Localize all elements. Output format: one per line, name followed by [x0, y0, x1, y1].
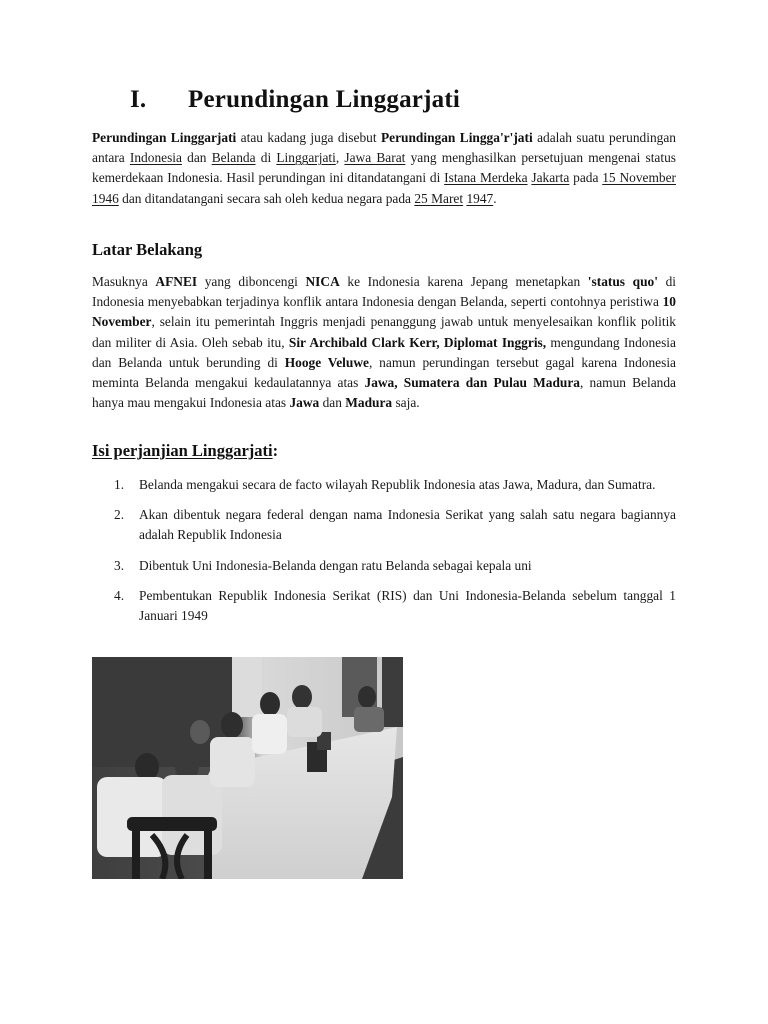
heading-text: Isi perjanjian Linggarjati — [92, 441, 273, 460]
bold-term: Madura — [345, 395, 393, 411]
bold-term: Hooge Veluwe — [284, 354, 369, 370]
title-text: Perundingan Linggarjati — [188, 86, 460, 113]
heading-isi-perjanjian — [92, 441, 278, 461]
text: , — [335, 150, 345, 166]
bold-term: Perundingan Lingga'r'jati — [380, 130, 533, 145]
bold-term: NICA — [305, 274, 340, 289]
text: pada — [569, 170, 603, 186]
link-istana-merdeka[interactable]: Istana Merdeka — [444, 170, 528, 186]
agreement-contents-list — [92, 475, 676, 636]
list-item-text: Pembentukan Republik Indonesia Serikat (RIS) dan Uni Indonesia-Belanda sebelum tanggal 1 Januari 1949 — [139, 587, 676, 624]
bold-term: 10 November — [92, 294, 676, 330]
text: di — [255, 150, 277, 166]
link-1946[interactable]: 1946 — [92, 190, 119, 206]
text: dan — [181, 150, 212, 166]
list-item-number: 2. — [114, 507, 125, 523]
photo-illustration — [92, 657, 403, 879]
bold-term: AFNEI — [155, 274, 198, 289]
bold-term: Jawa, Sumatera dan Pulau Madura — [364, 375, 580, 391]
link-linggarjati[interactable]: Linggarjati — [276, 150, 336, 166]
text: Masuknya — [92, 274, 156, 289]
link-belanda[interactable]: Belanda — [211, 150, 256, 166]
heading-latar-belakang: Latar Belakang — [92, 240, 203, 259]
link-1947[interactable]: 1947 — [466, 190, 494, 206]
title-number: I. — [130, 86, 147, 113]
link-25-maret[interactable]: 25 Maret — [414, 190, 464, 206]
heading-colon: : — [272, 441, 279, 460]
text: , namun perundingan tersebut gagal karena Indonesia meminta Belanda mengakui kedaulatannya atas — [92, 354, 676, 391]
text: ke Indonesia karena Jepang menetapkan — [339, 274, 588, 289]
text: adalah suatu perundingan antara — [92, 130, 676, 166]
text: saja. — [392, 395, 420, 411]
bold-term: 'status quo' — [587, 274, 658, 289]
text: yang diboncengi — [197, 274, 306, 289]
list-item-number: 3. — [114, 557, 125, 573]
text: mengundang Indonesia dan Belanda untuk berunding di — [92, 334, 676, 370]
list-item-text: Dibentuk Uni Indonesia-Belanda dengan ratu Belanda sebagai kepala uni — [139, 557, 532, 573]
link-jawa-barat[interactable]: Jawa Barat — [344, 150, 406, 166]
text: dan — [319, 395, 346, 411]
link-indonesia[interactable]: Indonesia — [129, 150, 182, 166]
list-item — [92, 586, 676, 626]
text: , selain itu pemerintah Inggris menjadi penanggung jawab untuk menyelesaikan konflik politik dan militer di Asia. Oleh sebab itu, — [92, 314, 676, 350]
text: dan ditandatangani secara sah oleh kedua negara pada — [118, 190, 415, 206]
bold-term: Sir Archibald Clark Kerr, Diplomat Inggris, — [288, 334, 547, 350]
intro-paragraph — [92, 128, 676, 209]
document-title — [130, 86, 460, 114]
link-jakarta[interactable]: Jakarta — [531, 170, 570, 186]
list-item — [92, 475, 676, 495]
text: atau kadang juga disebut — [236, 130, 381, 145]
list-item-text: Akan dibentuk negara federal dengan nama Indonesia Serikat yang salah satu negara bagiannya adalah Republik Indonesia — [139, 507, 676, 543]
bold-term: Perundingan Linggarjati — [92, 130, 237, 145]
text: yang menghasilkan persetujuan mengenai status kemerdekaan Indonesia. Hasil perundingan ini ditandatangani di — [92, 150, 676, 186]
bold-term: Jawa — [289, 395, 320, 411]
text: di Indonesia menyebabkan terjadinya konflik antara Indonesia dengan Belanda, seperti contohnya peristiwa — [92, 274, 676, 310]
text: . — [493, 190, 497, 206]
list-item-number: 4. — [114, 587, 125, 603]
list-item — [92, 505, 676, 545]
list-item-text: Belanda mengakui secara de facto wilayah Republik Indonesia atas Jawa, Madura, dan Sumatra. — [139, 477, 656, 492]
link-15-november[interactable]: 15 November — [602, 170, 676, 186]
background-paragraph — [92, 272, 676, 413]
text: , namun Belanda hanya mau mengakui Indonesia atas — [92, 375, 676, 411]
list-item — [92, 556, 676, 576]
historical-photo — [92, 657, 403, 879]
list-item-number: 1. — [114, 477, 125, 492]
